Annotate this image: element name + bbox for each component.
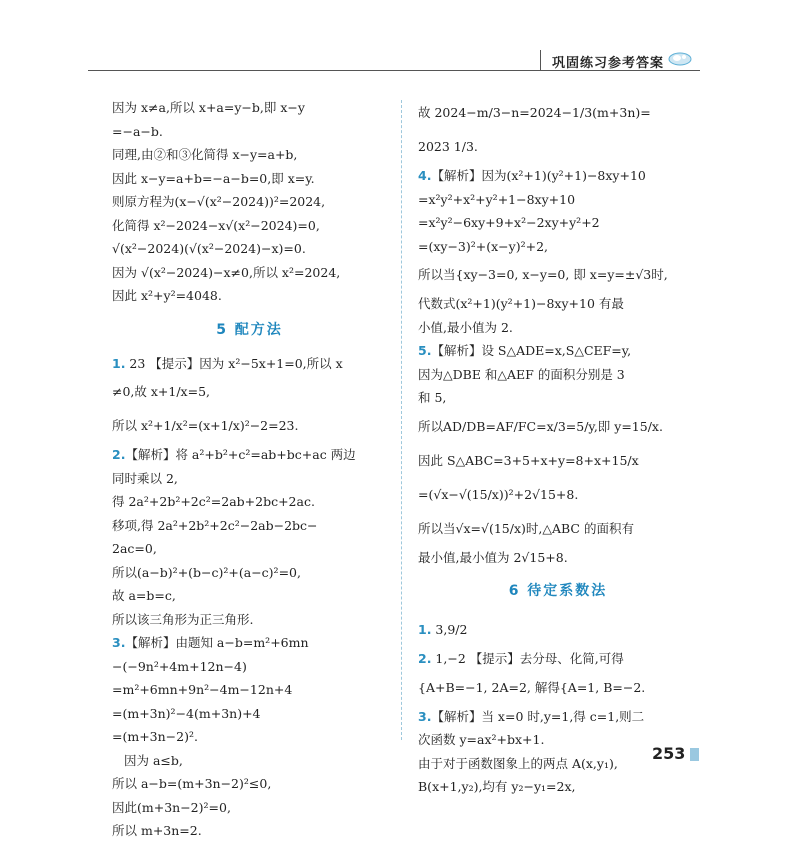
answer-text: ≠0,故 x+1/x=5, (112, 384, 211, 399)
answer-text: 所以当{xy−3=0, x−y=0, 即 x=y=±√3时, (418, 267, 668, 282)
answer-text: 因此 S△ABC=3+5+x+y=8+x+15/x (418, 452, 639, 468)
answer-text: 所以该三角形为正三角形. (112, 611, 254, 627)
answer-line (112, 375, 387, 409)
right-column (418, 96, 698, 799)
answer-line (418, 96, 698, 130)
answer-line (112, 584, 387, 608)
answer-text: =(xy−3)²+(x−y)²+2, (418, 238, 548, 254)
answer-line (112, 749, 387, 773)
answer-text: 移项,得 2a²+2b²+2c²−2ab−2bc− (112, 517, 318, 533)
page-number: 253 (652, 744, 686, 763)
answer-line (112, 772, 387, 796)
answer-line (418, 647, 698, 671)
answer-text: 所以当√x=√(15/x)时,△ABC 的面积有 (418, 520, 634, 536)
section-heading: 5 配方法 (216, 321, 283, 338)
answer-text: 【解析】由题知 a−b=m²+6mn (125, 635, 309, 650)
answer-line (418, 188, 698, 212)
answer-text: 代数式(x²+1)(y²+1)−8xy+10 有最 (418, 296, 624, 311)
answer-text: 23 【提示】因为 x²−5x+1=0,所以 x (125, 355, 343, 371)
answer-line (112, 190, 387, 214)
answer-line (418, 363, 698, 387)
answer-line (418, 258, 698, 292)
answer-line (418, 316, 698, 340)
answer-line (112, 443, 387, 467)
answer-line (112, 537, 387, 561)
answer-text: 所以 a−b=(m+3n−2)²≤0, (112, 776, 272, 791)
answer-text: 和 5, (418, 390, 447, 405)
answer-text: 由于对于函数图象上的两点 A(x,y₁), (418, 755, 618, 771)
answer-line (418, 705, 698, 729)
answer-text: 3,9/2 (431, 622, 468, 637)
answer-text: 故 a=b=c, (112, 588, 176, 603)
answer-line (112, 409, 387, 443)
answer-text: 因此 x−y=a+b=−a−b=0,即 x=y. (112, 170, 315, 186)
answer-text: 1,−2 【提示】去分母、化简,可得 (431, 651, 624, 666)
answer-line (418, 478, 698, 512)
answer-text: =(m+3n−2)². (112, 729, 198, 744)
answer-line (112, 237, 387, 261)
problem-number: 1. (418, 622, 432, 637)
cloud-badge-icon (668, 50, 692, 66)
answer-text: 因此(m+3n−2)²=0, (112, 799, 231, 815)
answer-text: =x²y²+x²+y²+1−8xy+10 (418, 191, 576, 207)
problem-number: 5. (418, 343, 432, 358)
section-heading: 6 待定系数法 (508, 583, 608, 599)
answer-line (112, 490, 387, 514)
problem-number: 2. (112, 447, 126, 462)
answer-line (418, 164, 698, 188)
answer-text: B(x+1,y₂),均有 y₂−y₁=2x, (418, 779, 576, 794)
answer-text: 因为 √(x²−2024)−x≠0,所以 x²=2024, (112, 264, 341, 280)
answer-line (418, 613, 698, 647)
answer-text: 所以AD/DB=AF/FC=x/3=5/y,即 y=15/x. (418, 418, 663, 434)
answer-line (112, 167, 387, 191)
answer-line (112, 655, 387, 679)
column-divider (401, 100, 402, 740)
answer-line (418, 211, 698, 235)
answer-text: 【解析】将 a²+b²+c²=ab+bc+ac 两边 (125, 447, 356, 462)
answer-text: 【解析】当 x=0 时,y=1,得 c=1,则二 (431, 708, 645, 724)
problem-number: 3. (418, 708, 432, 724)
answer-line (112, 214, 387, 238)
answer-line (112, 96, 387, 120)
answer-line (112, 467, 387, 491)
answer-line (418, 235, 698, 259)
answer-line (418, 671, 698, 705)
answer-text: {A+B=−1, 2A=2, 解得{A=1, B=−2. (418, 679, 646, 695)
answer-line (418, 292, 698, 316)
answer-text: =(√x−√(15/x))²+2√15+8. (418, 486, 579, 502)
answer-line (112, 352, 387, 376)
answer-text: 【解析】设 S△ADE=x,S△CEF=y, (431, 343, 632, 358)
answer-text: 【解析】因为(x²+1)(y²+1)−8xy+10 (431, 168, 646, 183)
answer-line (112, 261, 387, 285)
header-divider (540, 50, 541, 70)
answer-line (112, 631, 387, 655)
answer-line (418, 775, 698, 799)
left-column (112, 96, 387, 843)
problem-number: 3. (112, 635, 126, 650)
problem-number: 2. (418, 651, 432, 666)
answer-line (418, 444, 698, 478)
answer-text: 小值,最小值为 2. (418, 319, 513, 335)
answer-line (418, 339, 698, 363)
answer-line (112, 514, 387, 538)
answer-line (418, 512, 698, 546)
answer-text: 故 2024−m/3−n=2024−1/3(m+3n)= (418, 105, 651, 120)
page-number-marker (690, 748, 699, 761)
answer-line (418, 130, 698, 164)
answer-line (112, 725, 387, 749)
answer-line (112, 120, 387, 144)
answer-text: 则原方程为(x−√(x²−2024))²=2024, (112, 194, 326, 209)
answer-text: 化简得 x²−2024−x√(x²−2024)=0, (112, 217, 320, 233)
answer-line (112, 143, 387, 167)
answer-text: 次函数 y=ax²+bx+1. (418, 732, 545, 747)
answer-line (418, 386, 698, 410)
answer-text: 同时乘以 2, (112, 470, 178, 486)
problem-number: 4. (418, 168, 432, 183)
answer-text: 所以 m+3n=2. (112, 823, 202, 838)
answer-text: =−a−b. (112, 123, 163, 139)
header-title: 巩固练习参考答案 (552, 56, 665, 71)
answer-text: 同理,由②和③化简得 x−y=a+b, (112, 147, 298, 162)
answer-line (112, 608, 387, 632)
problem-number: 1. (112, 355, 126, 371)
answer-text: =x²y²−6xy+9+x²−2xy+y²+2 (418, 215, 600, 230)
answer-text: =(m+3n)²−4(m+3n)+4 (112, 705, 261, 721)
answer-line (112, 678, 387, 702)
answer-text: 因为 x≠a,所以 x+a=y−b,即 x−y (112, 100, 305, 115)
answer-text: 最小值,最小值为 2√15+8. (418, 549, 568, 565)
answer-line (418, 546, 698, 570)
answer-line (112, 702, 387, 726)
answer-text: 因为 a≤b, (124, 752, 183, 768)
answer-text: 因此 x²+y²=4048. (112, 288, 222, 303)
answer-line (112, 561, 387, 585)
answer-line (112, 284, 387, 308)
answer-text: =m²+6mn+9n²−4m−12n+4 (112, 682, 293, 697)
answer-text: 所以 x²+1/x²=(x+1/x)²−2=23. (112, 418, 299, 433)
answer-line (112, 796, 387, 820)
answer-text: 2023 1/3. (418, 139, 478, 154)
answer-text: 所以(a−b)²+(b−c)²+(a−c)²=0, (112, 564, 301, 580)
answer-text: √(x²−2024)(√(x²−2024)−x)=0. (112, 241, 306, 256)
answer-text: 因为△DBE 和△AEF 的面积分别是 3 (418, 366, 625, 382)
answer-text: 2ac=0, (112, 541, 157, 556)
answer-line (418, 410, 698, 444)
answer-text: −(−9n²+4m+12n−4) (112, 658, 247, 674)
answer-line (112, 819, 387, 843)
answer-text: 得 2a²+2b²+2c²=2ab+2bc+2ac. (112, 494, 315, 509)
